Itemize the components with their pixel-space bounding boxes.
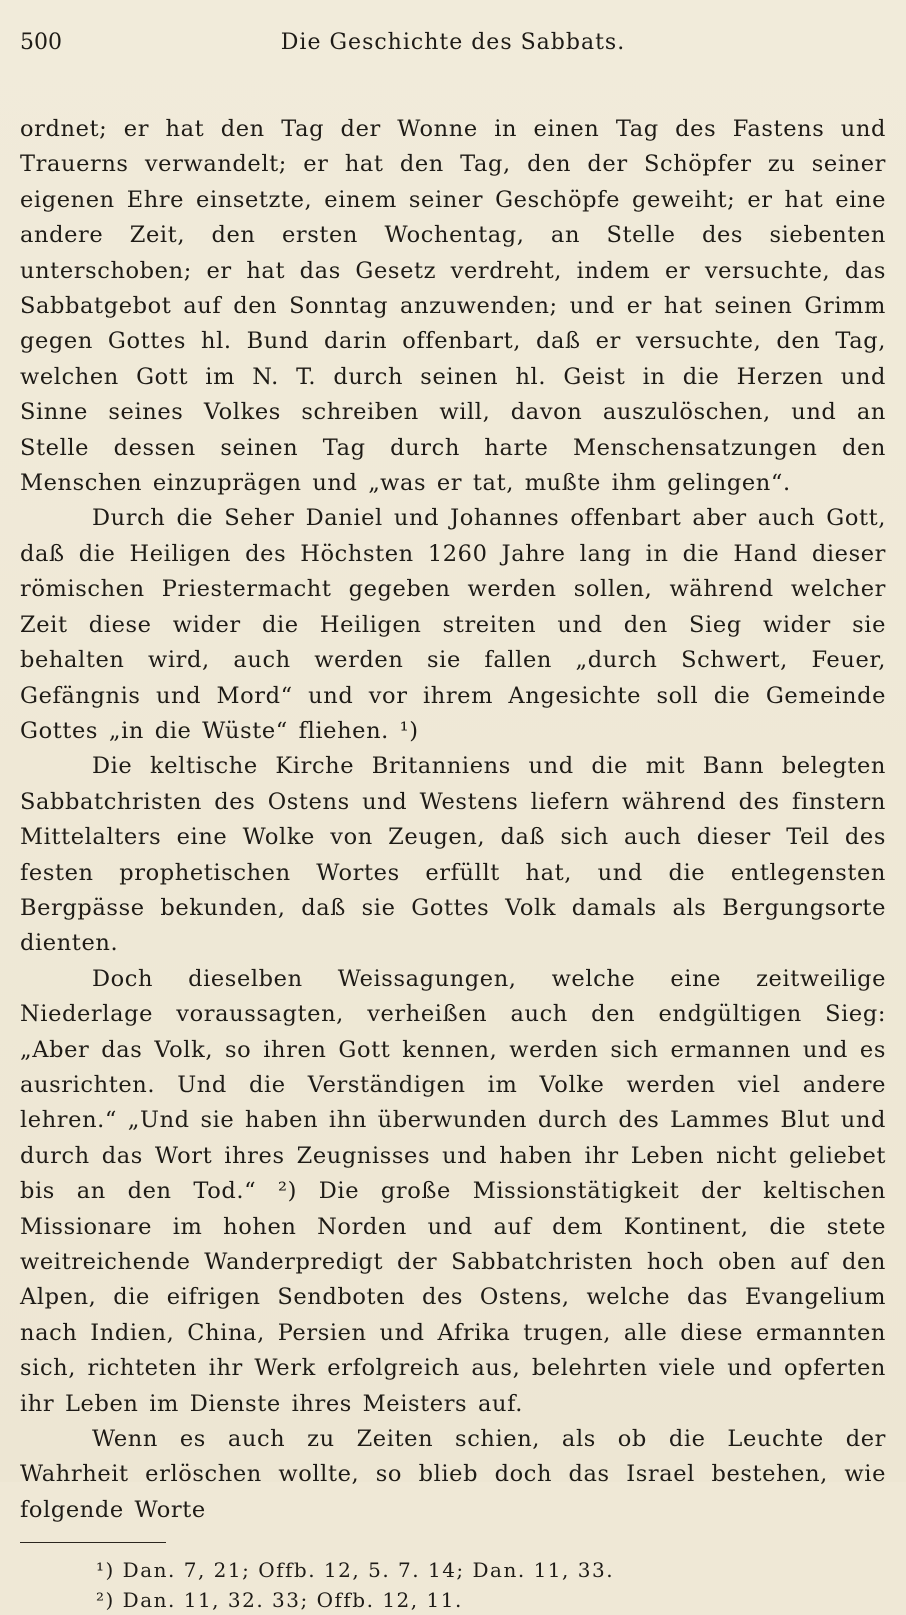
paragraph-keltische-kirche: Die keltische Kirche Britanniens und die mit Bann belegten Sabbatchristen des Ostens und Westens liefern während des finstern Mittelalters eine Wolke von Zeugen, daß sich auch dieser Teil des festen prophetischen Wortes erfüllt hat, und die entlegensten Bergpässe bekunden, daß sie Gottes Volk damals als Bergungsorte dienten.	[20, 753, 886, 957]
paragraph-continuation: ordnet; er hat den Tag der Wonne in einen Tag des Fastens und Trauerns verwandelt; er hat den Tag, den der Schöpfer zu seiner eigenen Ehre einsetzte, einem seiner Geschöpfe geweiht; er hat eine andere Zeit, den ersten Wochentag, an Stelle des siebenten unterschoben; er hat das Gesetz verdreht, indem er versuchte, das Sabbatgebot auf den Sonntag anzuwenden; und er hat seinen Grimm gegen Gottes hl. Bund darin offenbart, daß er versuchte, den Tag, welchen Gott im N. T. durch seinen hl. Geist in die Herzen und Sinne seines Volkes schreiben will, davon auszulöschen, und an Stelle dessen seinen Tag durch harte Menschensatzungen den Menschen einzuprägen und „was er tat, mußte ihm gelingen“.	[20, 116, 886, 497]
running-title: Die Geschichte des Sabbats.	[280, 30, 626, 55]
footnote-2: ²) Dan. 11, 32. 33; Offb. 12, 11.	[96, 1588, 463, 1613]
paragraph-daniel-johannes: Durch die Seher Daniel und Johannes offenbart aber auch Gott, daß die Heiligen des Höchsten 1260 Jahre lang in die Hand dieser römischen Priestermacht gegeben werden sollen, während welcher Zeit diese wider die Heiligen streiten und den Sieg wider sie behalten wird, auch werden sie fallen „durch Schwert, Feuer, Gefängnis und Mord“ und vor ihrem Angesichte soll die Gemeinde Gottes „in die Wüste“ fliehen. ¹)	[20, 505, 886, 744]
page-number: 500	[20, 30, 62, 55]
page-header	[20, 26, 886, 60]
footnotes	[20, 1555, 886, 1615]
paragraph-leuchte-der-wahrheit: Wenn es auch zu Zeiten schien, als ob die Leuchte der Wahrheit erlöschen wollte, so blieb doch das Israel bestehen, wie folgende Worte	[20, 1426, 886, 1523]
paragraph-endgueltiger-sieg: Doch dieselben Weissagungen, welche eine zeitweilige Niederlage voraussagten, verheißen auch den endgültigen Sieg: „Aber das Volk, so ihren Gott kennen, werden sich ermannen und es ausrichten. Und die Verständigen im Volke werden viel andere lehren.“ „Und sie haben ihn überwunden durch des Lammes Blut und durch das Wort ihres Zeugnisses und haben ihr Leben nicht geliebet bis an den Tod.“ ²) Die große Missionstätigkeit der keltischen Missionare im hohen Norden und auf dem Kontinent, die stete weitreichende Wanderpredigt der Sabbatchristen hoch oben auf den Alpen, die eifrigen Sendboten des Ostens, welche das Evangelium nach Indien, China, Persien und Afrika trugen, alle diese ermannten sich, richteten ihr Werk erfolgreich aus, belehrten viele und opferten ihr Leben im Dienste ihres Meisters auf.	[20, 965, 886, 1417]
footnote-divider	[20, 1542, 166, 1543]
page-body	[20, 112, 886, 1528]
footnote-1: ¹) Dan. 7, 21; Offb. 12, 5. 7. 14; Dan. 11, 33.	[96, 1558, 615, 1583]
